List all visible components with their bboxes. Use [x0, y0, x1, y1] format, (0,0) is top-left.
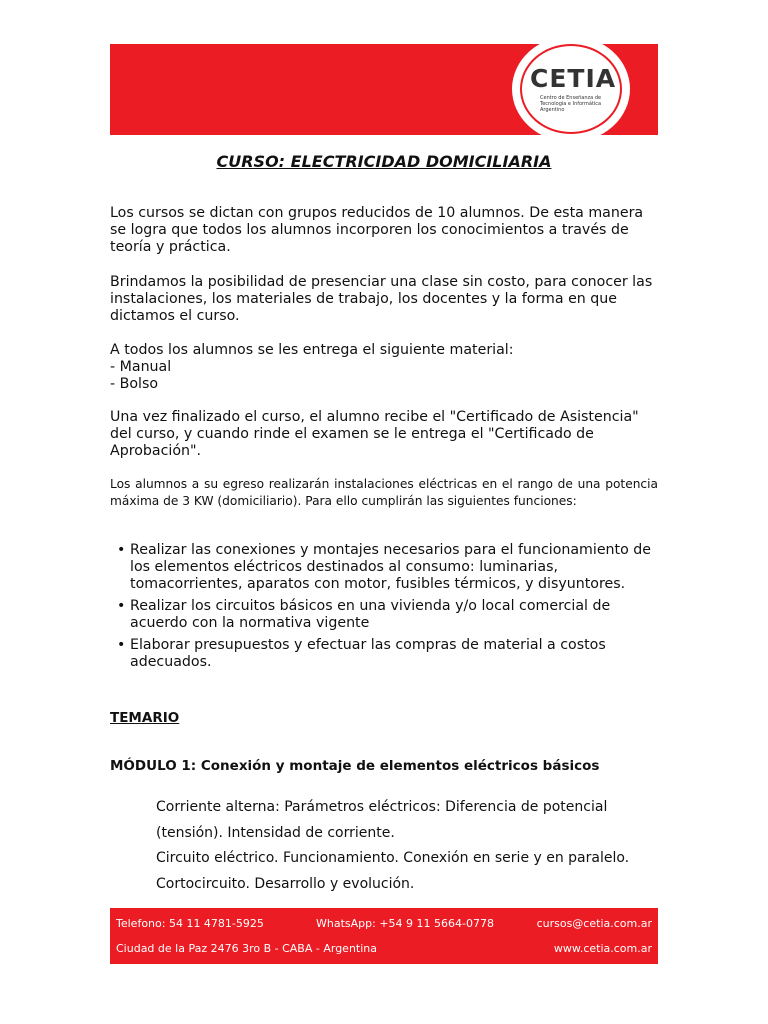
logo-subtitle: Centro de Enseñanza de Tecnología e Informática Argentino: [540, 95, 602, 113]
free-class-paragraph: Brindamos la posibilidad de presenciar una clase sin costo, para conocer las instalaciones, los materiales de trabajo, los docentes y la forma en que dictamos el curso.: [110, 274, 653, 324]
certificates-paragraph: Una vez finalizado el curso, el alumno recibe el "Certificado de Asistencia" del curso, y cuando rinde el examen se le entrega el "Certificado de Aprobación".: [110, 409, 639, 459]
material-intro: A todos los alumnos se les entrega el siguiente material:: [110, 342, 514, 358]
bullet-icon: •: [117, 637, 126, 653]
footer-phone: Telefono: 54 11 4781-5925: [116, 917, 264, 930]
module-1-heading: MÓDULO 1: Conexión y montaje de elementos eléctricos básicos: [110, 758, 600, 774]
footer-whatsapp: WhatsApp: +54 9 11 5664-0778: [316, 917, 494, 930]
module-line: Cortocircuito. Desarrollo y evolución.: [156, 875, 415, 892]
bullet-icon: •: [117, 598, 126, 614]
graduates-paragraph: Los alumnos a su egreso realizarán instalaciones eléctricas en el rango de una potencia máxima de 3 KW (domiciliario). Para ello cumplirán las siguientes funciones:: [110, 477, 658, 508]
list-item: • Realizar las conexiones y montajes necesarios para el funcionamiento de los elementos eléctricos destinados al consumo: luminarias, tomacorrientes, aparatos con motor, fusibles térmicos, y disyuntores.: [117, 542, 652, 592]
material-item-bolso: - Bolso: [110, 376, 159, 392]
module-line: Circuito eléctrico. Funcionamiento. Conexión en serie y en paralelo.: [156, 850, 630, 866]
logo-brand: CETIA: [530, 64, 617, 93]
material-item-manual: - Manual: [110, 359, 172, 375]
footer-email: cursos@cetia.com.ar: [536, 917, 652, 930]
footer-band: [110, 908, 658, 964]
list-item: • Elaborar presupuestos y efectuar las compras de material a costos adecuados.: [117, 637, 606, 670]
functions-list: [110, 542, 658, 676]
footer-web: www.cetia.com.ar: [553, 942, 652, 955]
footer-address: Ciudad de la Paz 2476 3ro B - CABA - Argentina: [116, 942, 378, 955]
module-line: Corriente alterna: Parámetros eléctricos: Diferencia de potencial: [156, 799, 608, 815]
module-line: (tensión). Intensidad de corriente.: [156, 824, 395, 841]
temario-heading: TEMARIO: [110, 710, 180, 726]
list-item: • Realizar los circuitos básicos en una vivienda y/o local comercial de acuerdo con la normativa vigente: [117, 598, 611, 631]
course-title: CURSO: ELECTRICIDAD DOMICILIARIA: [216, 152, 552, 171]
module-1-content: [156, 795, 636, 897]
intro-paragraph: Los cursos se dictan con grupos reducidos de 10 alumnos. De esta manera se logra que todos los alumnos incorporen los conocimientos a través de teoría y práctica.: [110, 205, 644, 255]
bullet-icon: •: [117, 542, 126, 558]
